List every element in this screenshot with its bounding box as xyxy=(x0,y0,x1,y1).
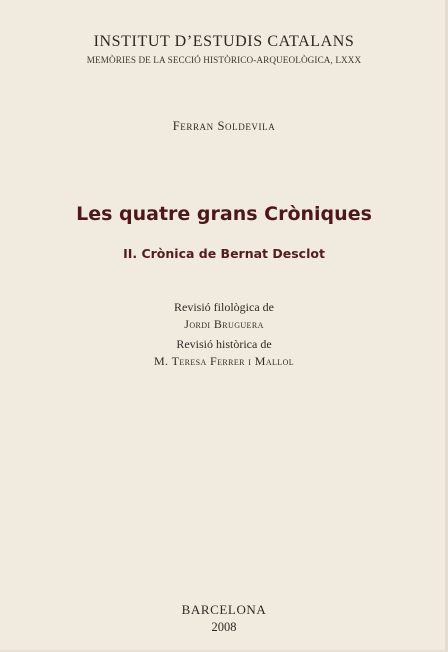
historical-revision-label: Revisió històrica de xyxy=(176,337,272,351)
philological-revision-label: Revisió filològica de xyxy=(174,300,274,314)
philological-reviser-name: Jordi Bruguera xyxy=(184,317,264,331)
publication-year: 2008 xyxy=(211,620,237,634)
publisher-name: INSTITUT D’ESTUDIS CATALANS xyxy=(93,33,355,50)
book-subtitle: II. Crònica de Bernat Desclot xyxy=(123,246,325,261)
series-title: MEMÒRIES DE LA SECCIÓ HISTÒRICO-ARQUEOLÒGICA, LXXX xyxy=(86,55,362,65)
book-title: Les quatre grans Cròniques xyxy=(76,203,372,225)
author-name: Ferran Soldevila xyxy=(172,119,276,133)
publication-place: BARCELONA xyxy=(181,602,267,617)
historical-reviser-name: M. Teresa Ferrer i Mallol xyxy=(153,354,295,368)
